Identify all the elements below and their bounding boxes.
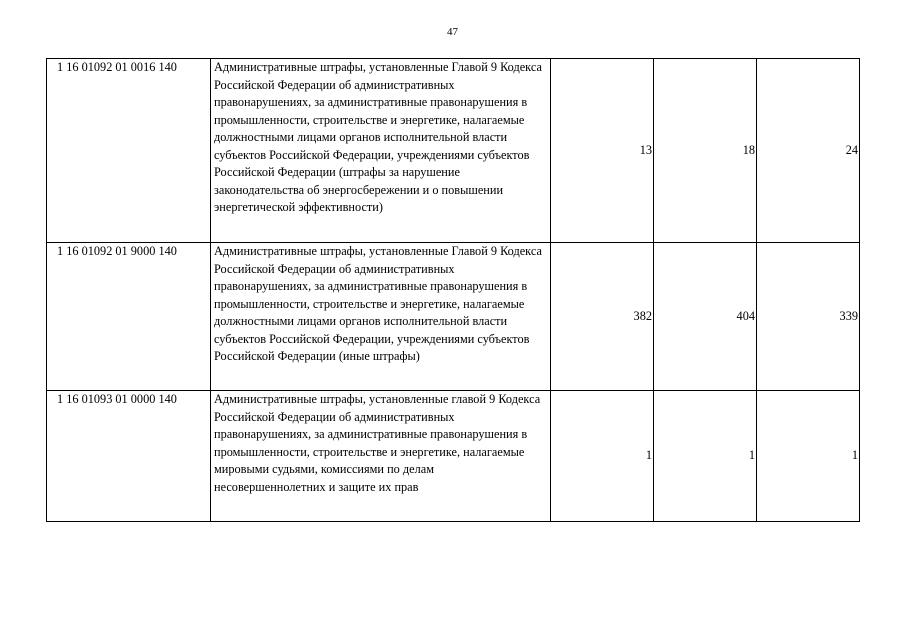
value-cell-year-2: 1 (654, 391, 757, 522)
value-cell-year-2: 404 (654, 243, 757, 391)
description-cell: Административные штрафы, установленные главой 9 Кодекса Российской Федерации об административных правонарушениях, за административные правонарушения в промышленности, строительстве и энергетике, налагаемые мировыми судьями, комиссиями по делам несовершеннолетних и защите их прав (211, 391, 551, 522)
table-row (47, 59, 860, 243)
description-cell: Административные штрафы, установленные Главой 9 Кодекса Российской Федерации об административных правонарушениях, за административные правонарушения в промышленности, строительстве и энергетике, налагаемые должностными лицами органов исполнительной власти субъектов Российской Федерации, учреждениями субъектов Российской Федерации (иные штрафы) (211, 243, 551, 391)
budget-code-cell: 1 16 01092 01 9000 140 (47, 243, 211, 391)
budget-revenue-table (46, 58, 860, 522)
budget-code-cell: 1 16 01092 01 0016 140 (47, 59, 211, 243)
value-cell-year-3: 1 (757, 391, 860, 522)
value-cell-year-1: 382 (551, 243, 654, 391)
table-row (47, 243, 860, 391)
value-cell-year-3: 24 (757, 59, 860, 243)
page-number: 47 (447, 26, 458, 38)
table-row (47, 391, 860, 522)
budget-code-cell: 1 16 01093 01 0000 140 (47, 391, 211, 522)
value-cell-year-3: 339 (757, 243, 860, 391)
value-cell-year-1: 1 (551, 391, 654, 522)
value-cell-year-1: 13 (551, 59, 654, 243)
value-cell-year-2: 18 (654, 59, 757, 243)
description-cell: Административные штрафы, установленные Главой 9 Кодекса Российской Федерации об административных правонарушениях, за административные правонарушения в промышленности, строительстве и энергетике, налагаемые должностными лицами органов исполнительной власти субъектов Российской Федерации, учреждениями субъектов Российской Федерации (штрафы за нарушение законодательства об энергосбережении и о повышении энергетической эффективности) (211, 59, 551, 243)
